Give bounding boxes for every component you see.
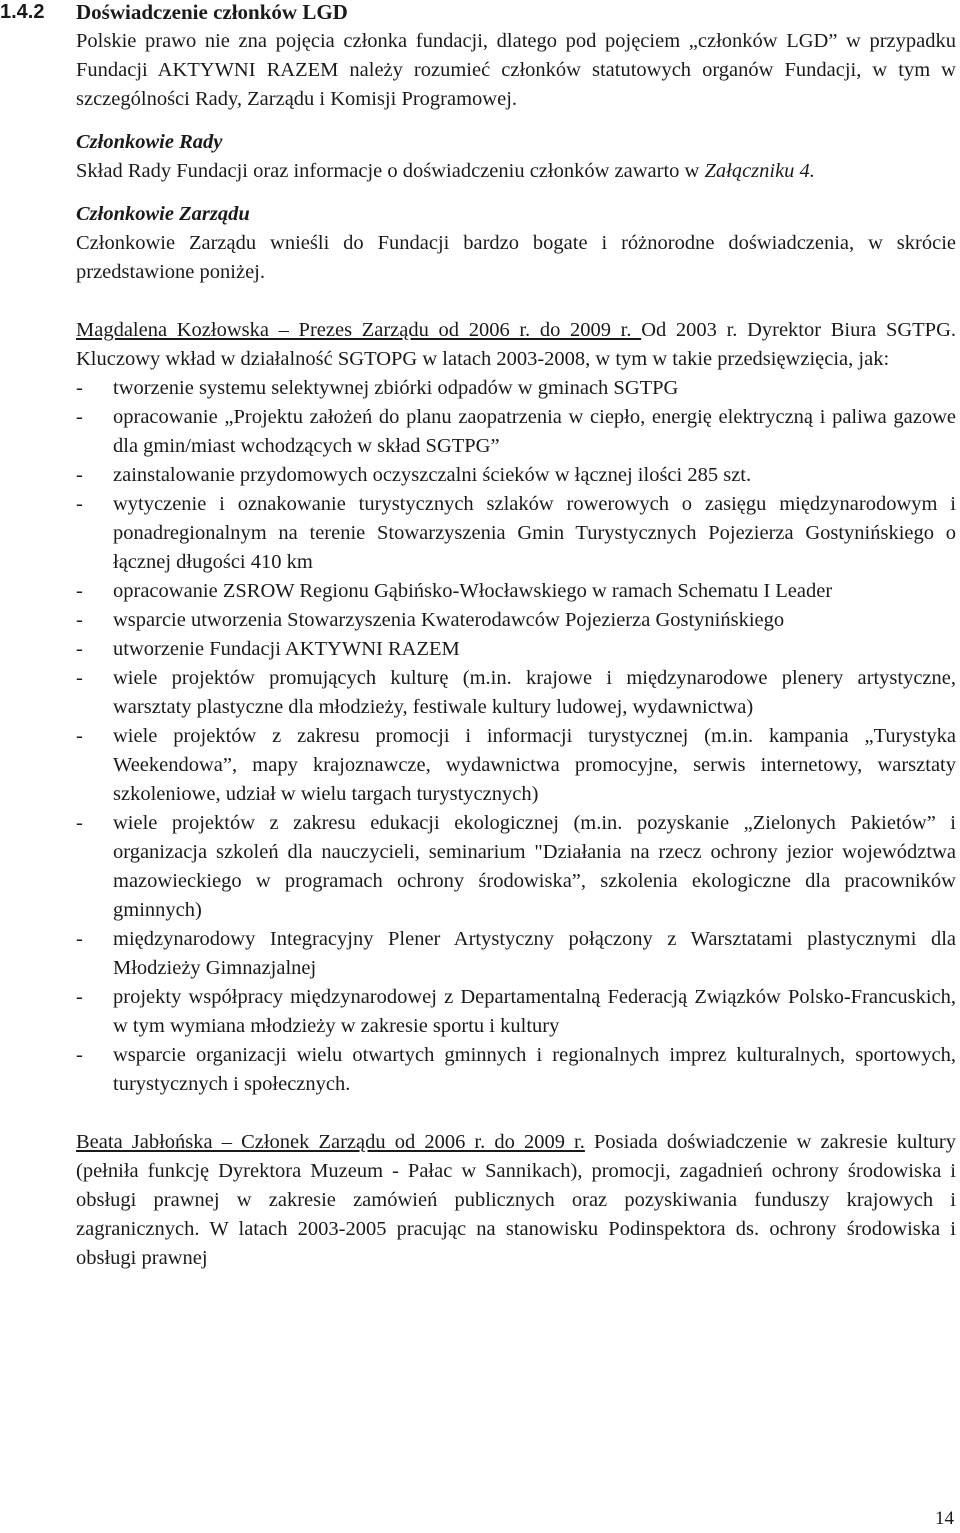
list-item-text: projekty współpracy międzynarodowej z Departamentalną Federacją Związków Polsko-Francuskich, w tym wymiana młodzieży w zakresie sportu i kultury [113, 986, 956, 1037]
member1-name-role: Magdalena Kozłowska – Prezes Zarządu od 2006 r. do 2009 r. [76, 319, 642, 341]
list-item-text: wiele projektów promujących kulturę (m.in. krajowe i międzynarodowe plenery artystyczne, warsztaty plastyczne dla młodzieży, festiwale kultury ludowej, wydawnictwa) [113, 667, 956, 718]
zarzad-heading: Członkowie Zarządu [76, 203, 250, 225]
rada-paragraph [76, 157, 956, 186]
member2-paragraph [76, 1128, 956, 1273]
list-item [76, 403, 956, 461]
list-item-text: wiele projektów z zakresu promocji i informacji turystycznej (m.in. kampania „Turystyka Weekendowa”, mapy krajoznawcze, wydawnictwa promocyjne, serwis internetowy, warsztaty szkoleniowe, udział w wielu targach turystycznych) [113, 725, 956, 805]
rada-text: Skład Rady Fundacji oraz informacje o doświadczeniu członków zawarto w [76, 160, 705, 182]
list-item [76, 809, 956, 925]
list-item [76, 461, 956, 490]
list-dash: - [76, 464, 83, 486]
member1-paragraph [76, 316, 956, 374]
list-item-text: zainstalowanie przydomowych oczyszczalni ścieków w łącznej ilości 285 szt. [113, 464, 752, 486]
section-content [76, 27, 956, 1273]
list-item-text: międzynarodowy Integracyjny Plener Artystyczny połączony z Warsztatami plastycznymi dla Młodzieży Gimnazjalnej [113, 928, 956, 979]
list-dash: - [76, 406, 83, 428]
list-item-text: tworzenie systemu selektywnej zbiórki odpadów w gminach SGTPG [113, 377, 679, 399]
section-heading [0, 0, 960, 28]
list-dash: - [76, 638, 83, 660]
list-item [76, 606, 956, 635]
list-dash: - [76, 812, 83, 834]
list-dash: - [76, 493, 83, 515]
list-dash: - [76, 986, 83, 1008]
list-item [76, 490, 956, 577]
list-dash: - [76, 580, 83, 602]
list-dash: - [76, 1044, 83, 1066]
intro-paragraph: Polskie prawo nie zna pojęcia członka fundacji, dlatego pod pojęciem „członków LGD” w przypadku Fundacji AKTYWNI RAZEM należy rozumieć członków statutowych organów Fundacji, w tym w szczególności Rady, Zarządu i Komisji Programowej. [76, 30, 956, 110]
zarzad-paragraph: Członkowie Zarządu wnieśli do Fundacji bardzo bogate i różnorodne doświadczenia, w skrócie przedstawione poniżej. [76, 232, 956, 283]
rada-attachment-ref: Załączniku 4. [704, 160, 815, 182]
list-item [76, 664, 956, 722]
list-item-text: wytyczenie i oznakowanie turystycznych szlaków rowerowych o zasięgu międzynarodowym i ponadregionalnym na terenie Stowarzyszenia Gmin Turystycznych Pojezierza Gostynińskiego o łącznej długości 410 km [113, 493, 956, 573]
rada-heading: Członkowie Rady [76, 131, 223, 153]
list-dash: - [76, 725, 83, 747]
list-dash: - [76, 377, 83, 399]
page-number: 14 [935, 1508, 954, 1529]
list-item [76, 925, 956, 983]
list-item-text: utworzenie Fundacji AKTYWNI RAZEM [113, 638, 460, 660]
list-item-text: wsparcie utworzenia Stowarzyszenia Kwaterodawców Pojezierza Gostynińskiego [113, 609, 785, 631]
list-dash: - [76, 928, 83, 950]
list-item [76, 577, 956, 606]
member1-achievements-list [76, 374, 956, 1099]
list-item-text: wsparcie organizacji wielu otwartych gminnych i regionalnych imprez kulturalnych, sportowych, turystycznych i społecznych. [113, 1044, 956, 1095]
list-item [76, 1041, 956, 1099]
list-item-text: opracowanie ZSROW Regionu Gąbińsko-Włocławskiego w ramach Schematu I Leader [113, 580, 833, 602]
list-item [76, 635, 956, 664]
list-item [76, 374, 956, 403]
list-item-text: opracowanie „Projektu założeń do planu zaopatrzenia w ciepło, energię elektryczną i paliwa gazowe dla gmin/miast wchodzących w skład SGTPG” [113, 406, 956, 457]
list-dash: - [76, 667, 83, 689]
member1-text: Od 2003 r. Dyrektor Biura SGTPG. Kluczowy wkład w działalność SGTOPG w latach 2003-2008, w tym w takie przedsięwzięcia, jak: [76, 319, 957, 370]
section-title: Doświadczenie członków LGD [76, 0, 348, 24]
member2-name-role: Beata Jabłońska – Członek Zarządu od 2006 r. do 2009 r. [76, 1131, 585, 1153]
list-item [76, 722, 956, 809]
section-number: 1.4.2 [0, 1, 45, 23]
list-item [76, 983, 956, 1041]
list-item-text: wiele projektów z zakresu edukacji ekologicznej (m.in. pozyskanie „Zielonych Pakietów” i organizacja szkoleń dla nauczycieli, seminarium "Działania na rzecz ochrony jezior województwa mazowieckiego w programach ochrony środowiska”, szkolenia ekologiczne dla pracowników gminnych) [113, 812, 956, 921]
member2-text: Posiada doświadczenie w zakresie kultury (pełniła funkcję Dyrektora Muzeum - Pałac w Sannikach), promocji, zagadnień ochrony środowiska i obsługi prawnej w zakresie zamówień publicznych oraz pozyskiwania funduszy krajowych i zagranicznych. W latach 2003-2005 pracując na stanowisku Podinspektora ds. ochrony środowiska i obsługi prawnej [76, 1131, 957, 1269]
list-dash: - [76, 609, 83, 631]
